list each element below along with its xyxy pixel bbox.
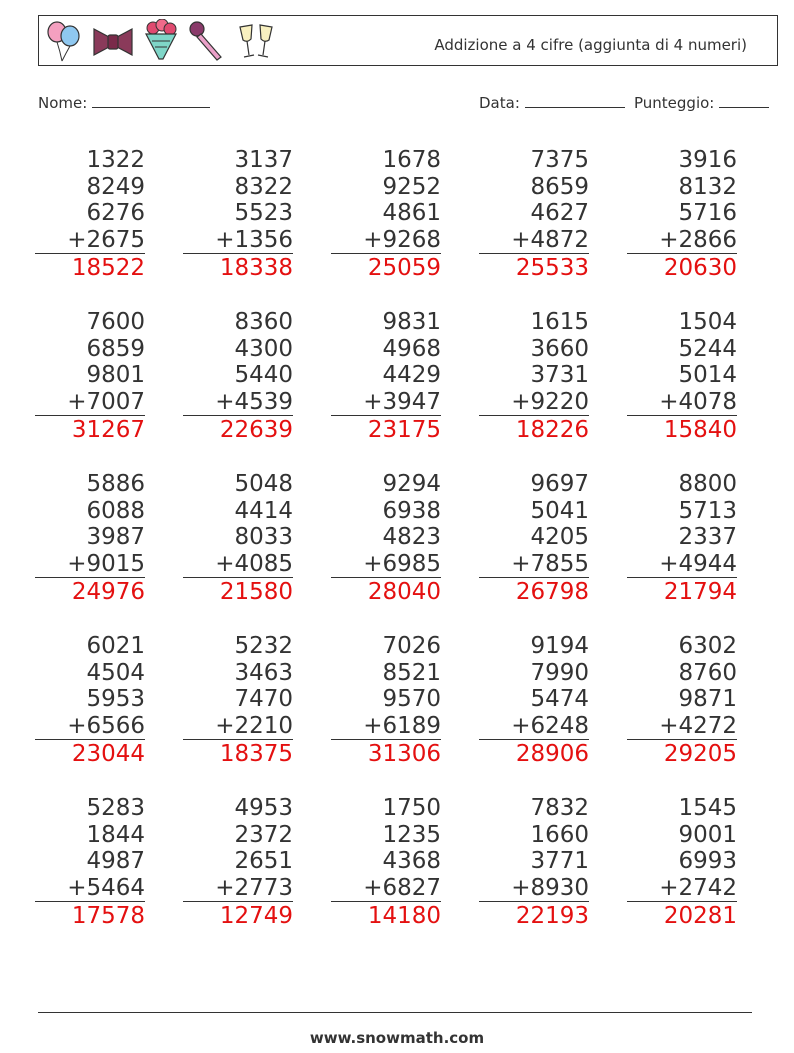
answer: 21580: [219, 579, 293, 605]
addition-problem: [35, 147, 145, 282]
addend: 9871: [678, 686, 737, 712]
addition-problem: [35, 471, 145, 606]
addition-problem: [627, 471, 737, 606]
addend: 4953: [234, 795, 293, 821]
addition-problem: [331, 309, 441, 444]
addition-problem: [479, 147, 589, 282]
addend: 3771: [530, 848, 589, 874]
addend: 9570: [382, 686, 441, 712]
addition-problem: [479, 795, 589, 930]
answer: 18226: [515, 417, 589, 443]
answer: 28906: [515, 741, 589, 767]
answer: 18375: [219, 741, 293, 767]
addend: 6859: [86, 335, 145, 362]
addend: 6021: [86, 633, 145, 659]
addition-problem: [35, 309, 145, 444]
addend: 8033: [234, 524, 293, 550]
last-addend: +8930: [479, 875, 589, 903]
answer: 12749: [219, 903, 293, 929]
answer: 18522: [71, 255, 145, 281]
addend: 4429: [382, 362, 441, 388]
last-addend: +6566: [35, 713, 145, 741]
answer: 22639: [219, 417, 293, 443]
answer: 14180: [367, 903, 441, 929]
last-addend: +4944: [627, 551, 737, 579]
addend: 4968: [382, 335, 441, 362]
last-addend: +2866: [627, 227, 737, 255]
addend: 9697: [530, 471, 589, 497]
addend: 9294: [382, 471, 441, 497]
answer: 21794: [663, 579, 737, 605]
answer: 31306: [367, 741, 441, 767]
addition-problem: [479, 471, 589, 606]
addend: 5886: [86, 471, 145, 497]
last-addend: +6248: [479, 713, 589, 741]
last-addend: +9015: [35, 551, 145, 579]
addition-problem: [331, 795, 441, 930]
addend: 8360: [234, 309, 293, 335]
addend: 4627: [530, 200, 589, 226]
addend: 8800: [678, 471, 737, 497]
addition-problem: [183, 795, 293, 930]
date-label: Data:: [479, 94, 520, 112]
addend: 4300: [234, 335, 293, 362]
addend: 5283: [86, 795, 145, 821]
addend: 5014: [678, 362, 737, 388]
answer: 26798: [515, 579, 589, 605]
addend: 7375: [530, 147, 589, 173]
addend: 1504: [678, 309, 737, 335]
addend: 5713: [678, 497, 737, 524]
name-label: Nome:: [38, 94, 88, 112]
addend: 6088: [86, 497, 145, 524]
last-addend: +2210: [183, 713, 293, 741]
answer: 28040: [367, 579, 441, 605]
answer: 29205: [663, 741, 737, 767]
addend: 1545: [678, 795, 737, 821]
last-addend: +2742: [627, 875, 737, 903]
addend: 5716: [678, 200, 737, 226]
addend: 7026: [382, 633, 441, 659]
addend: 6938: [382, 497, 441, 524]
last-addend: +1356: [183, 227, 293, 255]
addend: 5232: [234, 633, 293, 659]
addend: 7470: [234, 686, 293, 712]
last-addend: +9220: [479, 389, 589, 417]
answer: 15840: [663, 417, 737, 443]
last-addend: +4872: [479, 227, 589, 255]
addend: 4368: [382, 848, 441, 874]
addend: 7600: [86, 309, 145, 335]
addition-problem: [627, 633, 737, 768]
answer: 24976: [71, 579, 145, 605]
addition-problem: [479, 309, 589, 444]
addition-problem: [627, 309, 737, 444]
addend: 1750: [382, 795, 441, 821]
addend: 4414: [234, 497, 293, 524]
addend: 6276: [86, 200, 145, 226]
addend: 1678: [382, 147, 441, 173]
addend: 3660: [530, 335, 589, 362]
answer: 17578: [71, 903, 145, 929]
addition-problem: [331, 471, 441, 606]
addend: 6993: [678, 848, 737, 874]
answer: 20281: [663, 903, 737, 929]
answer: 25059: [367, 255, 441, 281]
addend: 4504: [86, 659, 145, 686]
addend: 3916: [678, 147, 737, 173]
last-addend: +2675: [35, 227, 145, 255]
answer: 22193: [515, 903, 589, 929]
addend: 7990: [530, 659, 589, 686]
addend: 2337: [678, 524, 737, 550]
addend: 1235: [382, 821, 441, 848]
footer-site: www.snowmath.com: [309, 1029, 485, 1047]
last-addend: +6189: [331, 713, 441, 741]
addition-problem: [627, 147, 737, 282]
addend: 2372: [234, 821, 293, 848]
addend: 9801: [86, 362, 145, 388]
addend: 9252: [382, 173, 441, 200]
addend: 5953: [86, 686, 145, 712]
addition-problem: [331, 147, 441, 282]
last-addend: +6827: [331, 875, 441, 903]
addend: 4987: [86, 848, 145, 874]
last-addend: +2773: [183, 875, 293, 903]
addend: 3463: [234, 659, 293, 686]
answer: 18338: [219, 255, 293, 281]
addend: 8322: [234, 173, 293, 200]
addition-problem: [183, 309, 293, 444]
addend: 5041: [530, 497, 589, 524]
last-addend: +4078: [627, 389, 737, 417]
addend: 8659: [530, 173, 589, 200]
addition-problem: [183, 471, 293, 606]
addend: 9194: [530, 633, 589, 659]
last-addend: +7855: [479, 551, 589, 579]
addend: 1322: [86, 147, 145, 173]
addend: 1615: [530, 309, 589, 335]
last-addend: +4539: [183, 389, 293, 417]
answer: 23044: [71, 741, 145, 767]
addition-problem: [331, 633, 441, 768]
addend: 5048: [234, 471, 293, 497]
answer: 20630: [663, 255, 737, 281]
addend: 4823: [382, 524, 441, 550]
addition-problem: [35, 795, 145, 930]
addend: 2651: [234, 848, 293, 874]
addend: 8249: [86, 173, 145, 200]
last-addend: +4272: [627, 713, 737, 741]
addend: 8132: [678, 173, 737, 200]
addend: 3987: [86, 524, 145, 550]
answer: 31267: [71, 417, 145, 443]
answer: 23175: [367, 417, 441, 443]
addend: 5474: [530, 686, 589, 712]
addend: 1660: [530, 821, 589, 848]
addition-problem: [627, 795, 737, 930]
addition-problem: [35, 633, 145, 768]
last-addend: +4085: [183, 551, 293, 579]
last-addend: +5464: [35, 875, 145, 903]
addend: 3137: [234, 147, 293, 173]
addition-problem: [479, 633, 589, 768]
last-addend: +9268: [331, 227, 441, 255]
last-addend: +3947: [331, 389, 441, 417]
addition-problem: [183, 633, 293, 768]
addend: 8521: [382, 659, 441, 686]
addend: 1844: [86, 821, 145, 848]
addend: 4205: [530, 524, 589, 550]
addend: 4861: [382, 200, 441, 226]
worksheet-title: Addizione a 4 cifre (aggiunta di 4 numeri): [434, 36, 747, 54]
last-addend: +7007: [35, 389, 145, 417]
addition-problem: [183, 147, 293, 282]
addend: 9001: [678, 821, 737, 848]
addend: 6302: [678, 633, 737, 659]
score-label: Punteggio:: [634, 94, 715, 112]
addend: 9831: [382, 309, 441, 335]
last-addend: +6985: [331, 551, 441, 579]
addend: 3731: [530, 362, 589, 388]
addend: 5244: [678, 335, 737, 362]
addend: 5440: [234, 362, 293, 388]
answer: 25533: [515, 255, 589, 281]
addend: 7832: [530, 795, 589, 821]
addend: 8760: [678, 659, 737, 686]
footer-divider: [38, 1012, 752, 1013]
addend: 5523: [234, 200, 293, 226]
